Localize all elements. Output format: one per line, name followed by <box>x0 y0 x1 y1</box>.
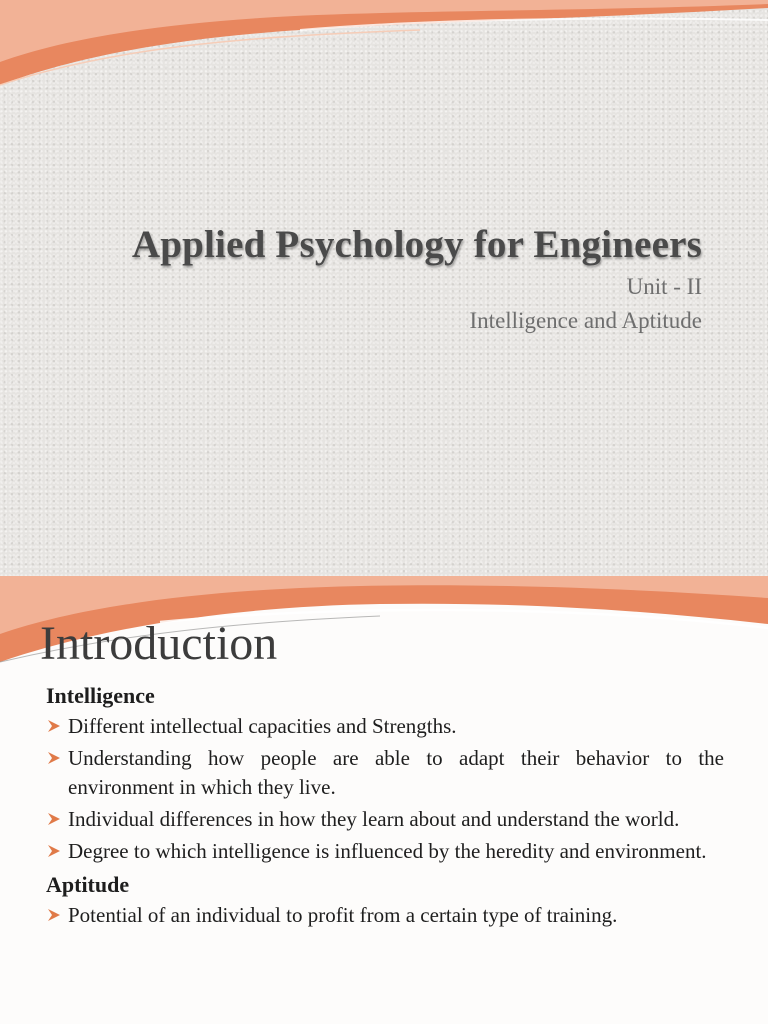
slide-content <box>46 680 724 933</box>
introduction-slide <box>0 576 768 1024</box>
topic-label: Intelligence and Aptitude <box>469 308 702 333</box>
arrow-bullet-icon <box>46 908 62 922</box>
decorative-swoosh-top <box>0 0 768 100</box>
bullet-text: Different intellectual capacities and Strengths. <box>68 714 457 738</box>
unit-label: Unit - II <box>626 274 702 299</box>
presentation-title: Applied Psychology for Engineers <box>131 223 702 266</box>
list-item <box>46 712 724 741</box>
title-block <box>132 222 702 339</box>
bullet-text: Understanding how people are able to adapt their behavior to the environment in which they live. <box>68 746 724 799</box>
list-item <box>46 744 724 802</box>
slide-heading: Introduction <box>40 617 278 670</box>
bullet-text: Individual differences in how they learn about and understand the world. <box>68 807 680 831</box>
arrow-bullet-icon <box>46 812 62 826</box>
section-title-aptitude: Aptitude <box>46 872 130 897</box>
arrow-bullet-icon <box>46 751 62 765</box>
list-item <box>46 901 724 930</box>
section-title-intelligence: Intelligence <box>46 683 155 708</box>
list-item <box>46 805 724 834</box>
bullet-text: Degree to which intelligence is influenced by the heredity and environment. <box>68 839 707 863</box>
bullet-text: Potential of an individual to profit from a certain type of training. <box>68 903 618 927</box>
arrow-bullet-icon <box>46 719 62 733</box>
arrow-bullet-icon <box>46 844 62 858</box>
list-item <box>46 837 724 866</box>
